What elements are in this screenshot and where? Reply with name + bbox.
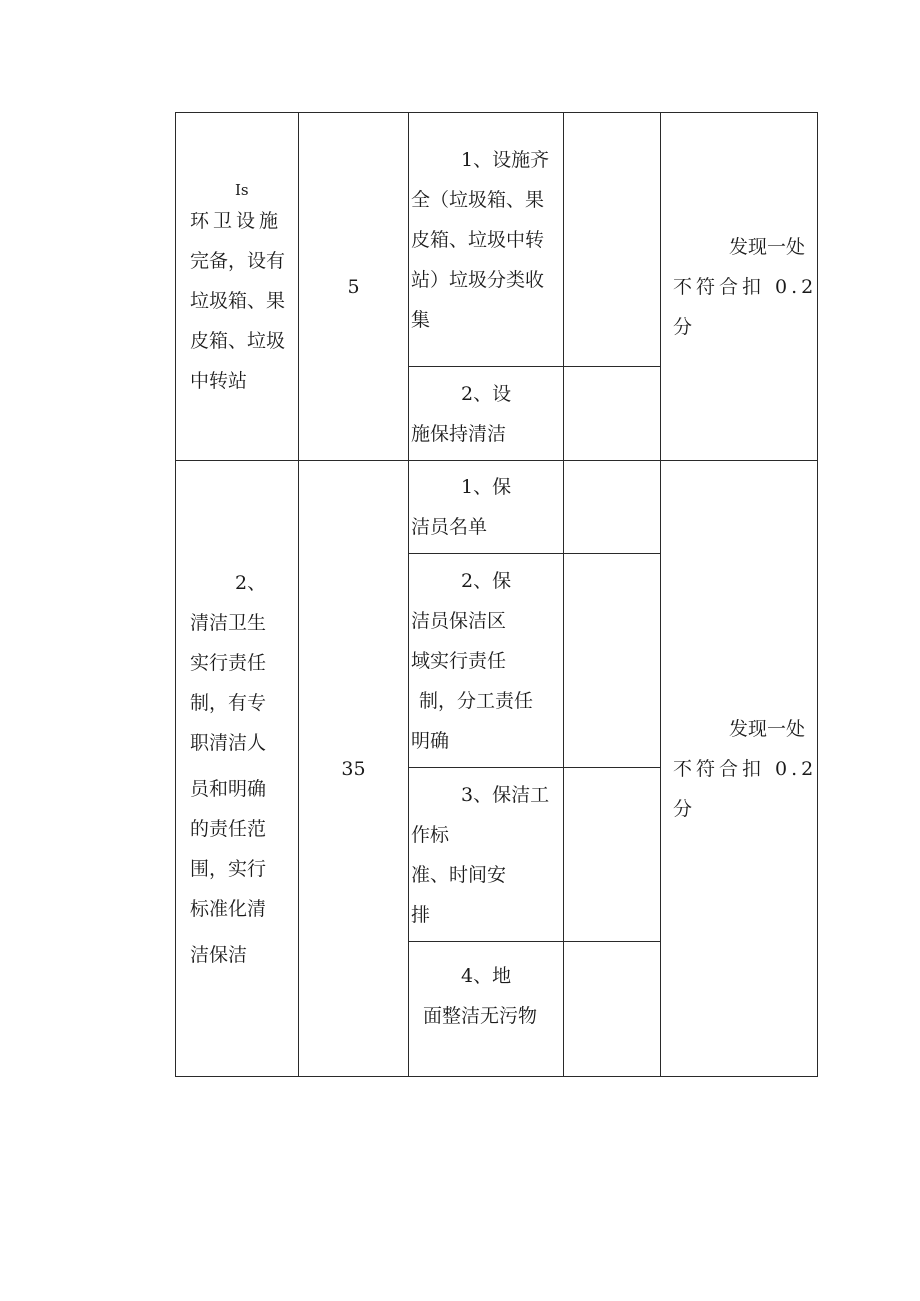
item-line: 标准化清 [190,897,267,920]
blank-cell [564,768,661,942]
standard-line: 集 [411,308,431,331]
blank-cell [564,942,661,1077]
standard-line: 2、设 [461,382,512,405]
standard-line: 2、保 [461,569,512,592]
result-cell [661,461,818,1077]
item-line: 皮箱、垃圾 [190,329,286,352]
item-cell [176,113,299,461]
item-line: Is [235,180,249,199]
standard-line: 皮箱、垃圾中转 [411,228,545,251]
blank-cell [564,367,661,461]
item-line: 职清洁人 [190,731,267,754]
table-row [176,113,818,367]
standard-line: 明确 [411,729,450,752]
standard-line: 洁员名单 [411,516,488,538]
item-line: 垃圾箱、果 [190,289,286,312]
standard-line: 1、保 [461,476,512,498]
item-line: 制，有专 [190,691,267,714]
standard-cell [409,942,564,1077]
result-line: 发现一处 [729,717,806,740]
blank-cell [564,113,661,367]
result-line: 不符合扣 0.2 [673,757,818,780]
result-line: 不符合扣 0.2 [673,275,818,298]
item-line: 围，实行 [190,857,267,880]
score-value: 5 [347,275,360,298]
score-cell [299,461,409,1077]
standard-line: 排 [411,903,431,926]
result-line: 分 [673,315,693,338]
item-cell [176,461,299,1077]
item-line: 环卫设施 [190,209,283,232]
table-row [176,461,818,554]
item-line: 实行责任 [190,651,267,674]
standard-line: 洁员保洁区 [411,609,507,632]
scoring-table [175,112,818,1077]
standard-line: 准、时间安 [411,863,507,886]
standard-cell [409,768,564,942]
standard-line: 域实行责任 [411,649,507,672]
item-line: 2、 [235,571,267,594]
item-line: 的责任范 [190,817,267,840]
standard-line: 施保持清洁 [411,422,507,445]
result-line: 发现一处 [729,235,806,258]
standard-line: 制，分工责任 [419,689,534,712]
result-line: 分 [673,797,693,820]
standard-cell [409,113,564,367]
standard-cell [409,461,564,554]
item-line: 完备，设有 [190,249,286,272]
standard-cell [409,367,564,461]
standard-line: 作标 [411,823,450,846]
item-line: 员和明确 [190,777,267,800]
blank-cell [564,461,661,554]
item-line: 清洁卫生 [190,611,267,634]
blank-cell [564,554,661,768]
score-cell [299,113,409,461]
result-cell [661,113,818,461]
standard-line: 站）垃圾分类收 [411,268,545,291]
standard-line: 面整洁无污物 [423,1005,538,1027]
standard-line: 1、设施齐 [461,148,550,171]
standard-line: 3、保洁工 [461,783,550,806]
standard-cell [409,554,564,768]
item-line: 中转站 [190,369,248,392]
standard-line: 全（垃圾箱、果 [411,188,545,211]
item-line: 洁保洁 [190,943,248,966]
standard-line: 4、地 [461,965,512,987]
score-value: 35 [341,757,366,780]
